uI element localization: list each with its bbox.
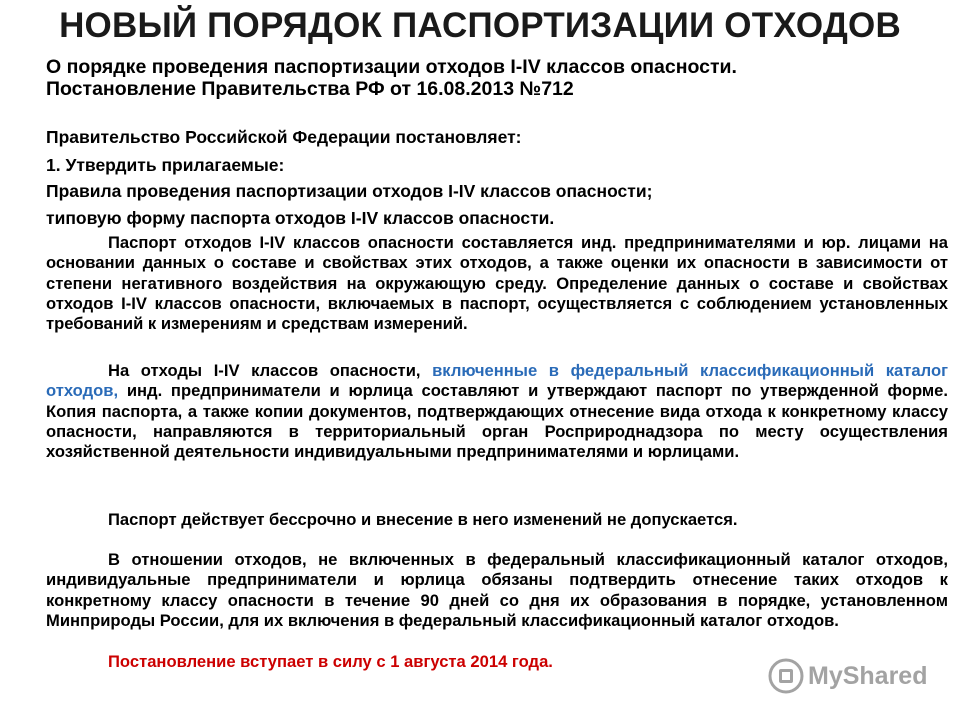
paragraph-passport-validity: Паспорт действует бессрочно и внесение в него изменений не допускается. (108, 510, 738, 529)
page-title: НОВЫЙ ПОРЯДОК ПАСПОРТИЗАЦИИ ОТХОДОВ (59, 6, 901, 45)
intro-line-4: типовую форму паспорта отходов I-IV классов опасности. (46, 208, 555, 228)
paragraph-passport-preparation: Паспорт отходов I-IV классов опасности составляется инд. предпринимателями и юр. лицами на основании данных о составе и свойствах этих отходов, а также оценки их опасности в зависимости от степени негативного воздействия на окружающую среду. Определение данных о составе и свойствах отходов I-IV классов опасности, включаемых в паспорт, осуществляется с соблюдением установленных требований к измерениям и средствам измерений. (46, 233, 948, 334)
intro-line-2: 1. Утвердить прилагаемые: (46, 155, 285, 175)
intro-line-1: Правительство Российской Федерации постановляет: (46, 127, 522, 147)
document-subtitle (46, 56, 946, 100)
myshared-logo-icon (768, 658, 804, 694)
paragraph-catalog-wastes (46, 361, 948, 462)
paragraph-catalog-text-2: инд. предприниматели и юрлица составляют и утверждают паспорт по утвержденной форме. Копия паспорта, а также копии документов, подтверждающих отнесение вида отхода к конкретному классу опасности, направляются в территориальный орган Росприроднадзора по месту осуществления хозяйственной деятельности индивидуальными предпринимателями и юрлицами. (46, 381, 948, 462)
paragraph-non-catalog-wastes: В отношении отходов, не включенных в федеральный классификационный каталог отходов, индивидуальные предприниматели и юрлица обязаны подтвердить отнесение таких отходов к конкретному классу опасности в течение 90 дней со дня их образования в порядке, установленном Минприроды России, для их включения в федеральный классификационный каталог отходов. (46, 550, 948, 630)
catalog-highlight: включенные в федеральный классификационный каталог отходов, (46, 361, 948, 401)
effective-date-note: Постановление вступает в силу с 1 августа 2014 года. (108, 652, 553, 671)
paragraph-catalog-text-1: На отходы I-IV классов опасности, (108, 361, 433, 380)
watermark-text: MyShared (808, 661, 928, 690)
intro-line-3: Правила проведения паспортизации отходов I-IV классов опасности; (46, 181, 653, 201)
subtitle-line-2: Постановление Правительства РФ от 16.08.2013 №712 (46, 78, 574, 100)
myshared-watermark (768, 656, 927, 696)
subtitle-line-1: О порядке проведения паспортизации отходов I-IV классов опасности. (46, 56, 737, 78)
